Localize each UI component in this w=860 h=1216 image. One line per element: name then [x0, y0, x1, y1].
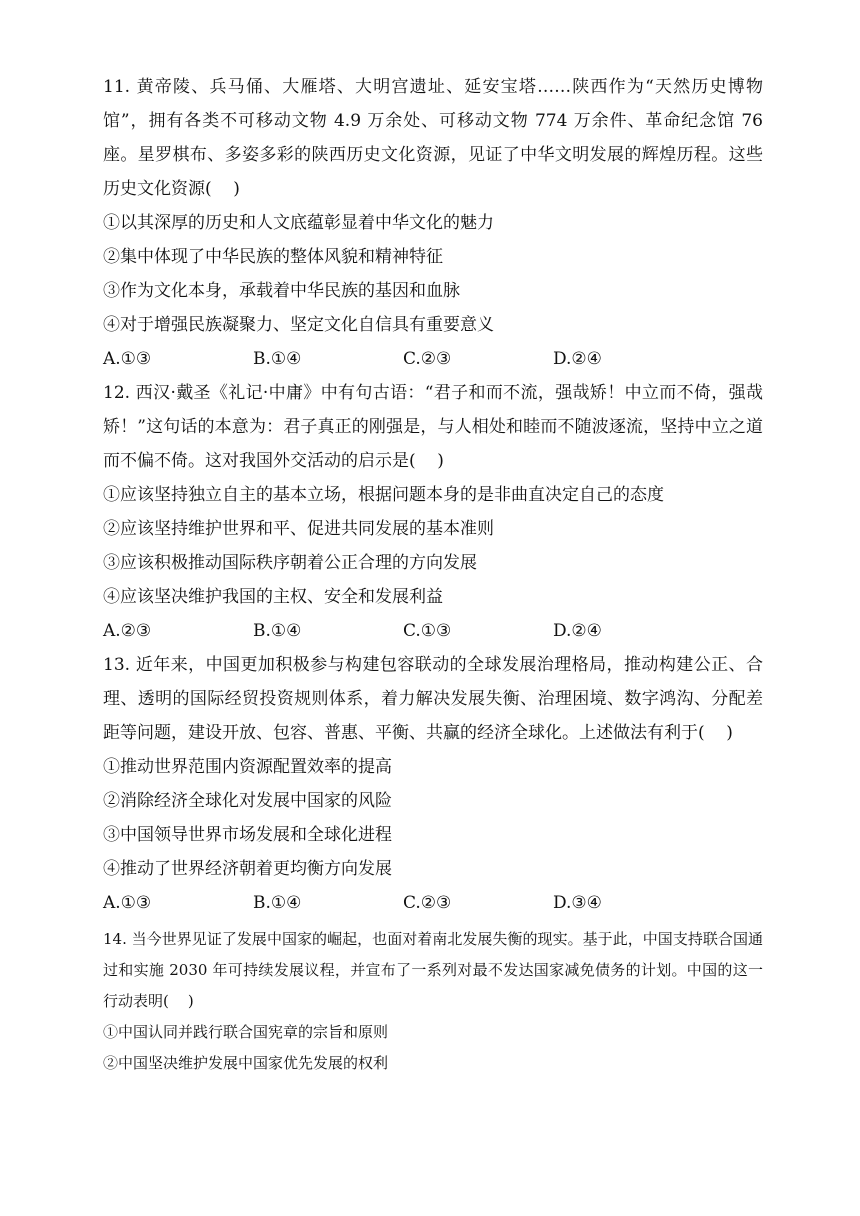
answer-choice-c[interactable]: C.①③ [403, 621, 452, 641]
answer-choice-d[interactable]: D.②④ [553, 621, 602, 641]
question-12 [103, 376, 763, 648]
answer-choices [103, 886, 763, 920]
statement-option: ③应该积极推动国际秩序朝着公正合理的方向发展 [103, 553, 477, 573]
question-13 [103, 648, 763, 920]
statement-option: ④应该坚决维护我国的主权、安全和发展利益 [103, 587, 443, 607]
answer-choice-b[interactable]: B.①④ [253, 893, 302, 913]
statement-option: ③作为文化本身，承载着中华民族的基因和血脉 [103, 281, 460, 301]
question-stem: 13. 近年来，中国更加积极参与构建包容联动的全球发展治理格局，推动构建公正、合理、透明的国际经贸投资规则体系，着力解决发展失衡、治理困境、数字鸿沟、分配差距等问题，建设开放、包容、普惠、平衡、共赢的经济全球化。上述做法有利于( ) [103, 655, 763, 743]
answer-choice-a[interactable]: A.①③ [103, 349, 152, 369]
answer-choices [103, 342, 763, 376]
exam-page [103, 70, 769, 1079]
answer-choice-b[interactable]: B.①④ [253, 349, 302, 369]
answer-choice-d[interactable]: D.③④ [553, 893, 602, 913]
statement-option: ④推动了世界经济朝着更均衡方向发展 [103, 859, 392, 879]
answer-choices [103, 614, 763, 648]
answer-choice-a[interactable]: A.①③ [103, 893, 152, 913]
statement-option: ②应该坚持维护世界和平、促进共同发展的基本准则 [103, 519, 494, 539]
statement-option: ②消除经济全球化对发展中国家的风险 [103, 791, 392, 811]
answer-choice-b[interactable]: B.①④ [253, 621, 302, 641]
answer-choice-d[interactable]: D.②④ [553, 349, 602, 369]
statement-option: ①以其深厚的历史和人文底蕴彰显着中华文化的魅力 [103, 213, 494, 233]
question-11 [103, 70, 769, 376]
question-stem: 12. 西汉·戴圣《礼记·中庸》中有句古语：“君子和而不流，强哉矫！中立而不倚，强哉矫！”这句话的本意为：君子真正的刚强是，与人相处和睦而不随波逐流，坚持中立之道而不偏不倚。这对我国外交活动的启示是( ) [103, 383, 763, 471]
answer-choice-a[interactable]: A.②③ [103, 621, 152, 641]
answer-choice-c[interactable]: C.②③ [403, 893, 452, 913]
question-stem: 11. 黄帝陵、兵马俑、大雁塔、大明宫遗址、延安宝塔……陕西作为“天然历史博物馆”，拥有各类不可移动文物 4.9 万余处、可移动文物 774 万余件、革命纪念馆 76 座。星罗棋布、多姿多彩的陕西历史文化资源，见证了中华文明发展的辉煌历程。这些历史文化资源( ) [103, 77, 769, 199]
statement-option: ①中国认同并践行联合国宪章的宗旨和原则 [103, 1023, 389, 1041]
statement-option: ④对于增强民族凝聚力、坚定文化自信具有重要意义 [103, 315, 494, 335]
answer-choice-c[interactable]: C.②③ [403, 349, 452, 369]
statement-option: ②集中体现了中华民族的整体风貌和精神特征 [103, 247, 443, 267]
statement-option: ①推动世界范围内资源配置效率的提高 [103, 757, 392, 777]
question-stem: 14. 当今世界见证了发展中国家的崛起，也面对着南北发展失衡的现实。基于此，中国支持联合国通过和实施 2030 年可持续发展议程，并宣布了一系列对最不发达国家减免债务的计划。中国的这一行动表明( ) [103, 930, 763, 1010]
question-14 [103, 924, 763, 1079]
statement-option: ①应该坚持独立自主的基本立场，根据问题本身的是非曲直决定自己的态度 [103, 485, 664, 505]
statement-option: ②中国坚决维护发展中国家优先发展的权利 [103, 1054, 389, 1072]
statement-option: ③中国领导世界市场发展和全球化进程 [103, 825, 392, 845]
